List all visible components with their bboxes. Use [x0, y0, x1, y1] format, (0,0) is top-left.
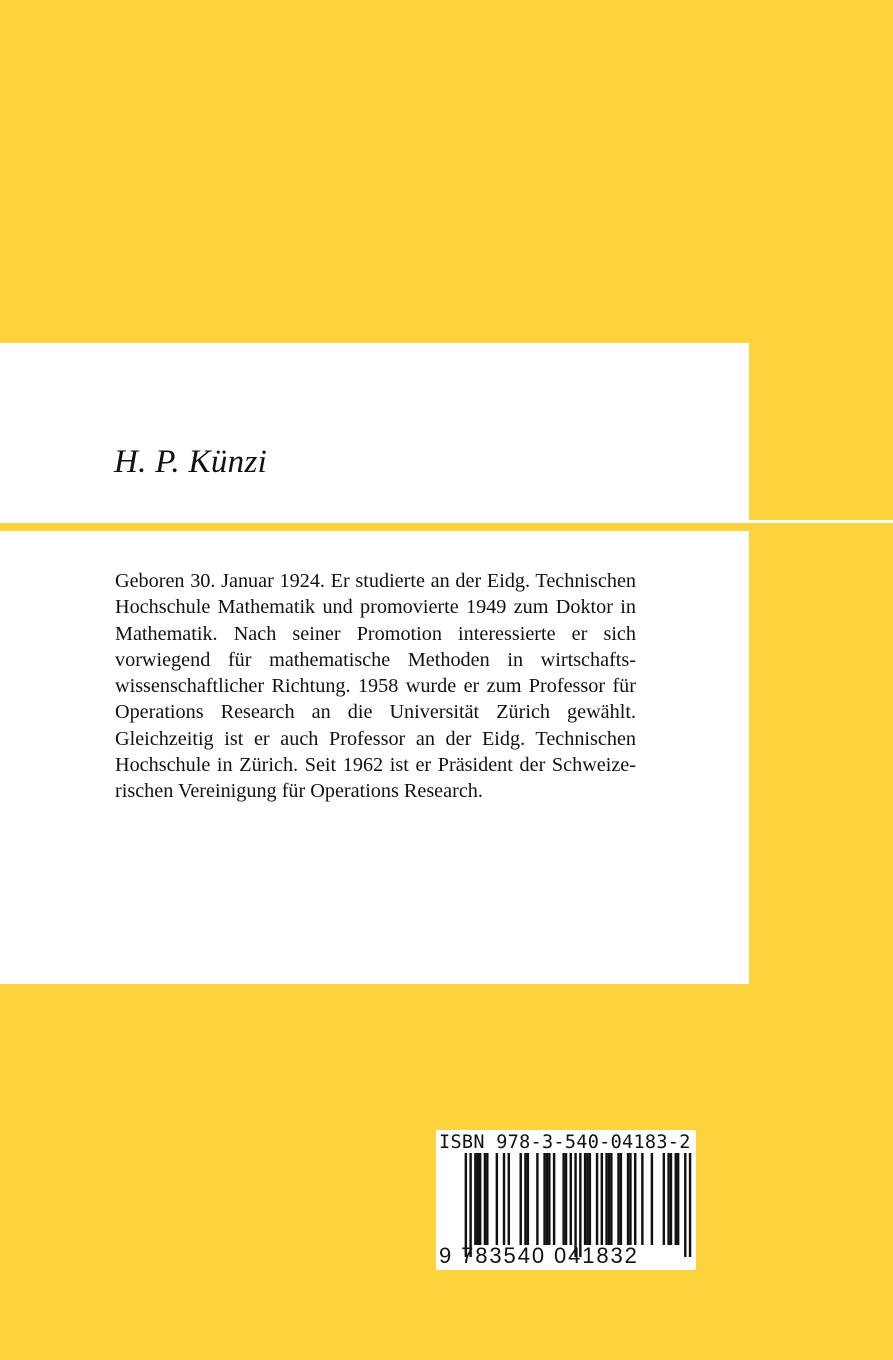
barcode-bar	[651, 1153, 653, 1245]
barcode-bar	[684, 1153, 686, 1257]
barcode-bar	[629, 1153, 631, 1245]
yellow-stripe	[0, 523, 893, 531]
barcode-bar	[527, 1153, 529, 1245]
barcode-bar	[469, 1153, 471, 1257]
barcode-bar	[503, 1153, 505, 1245]
author-biography: Geboren 30. Januar 1924. Er studierte an der Eidg. Technischen Hochschule Mathematik und promovierte 1949 zum Doktor in Mathematik. Nach seiner Promotion interessierte er sich vorwiegend für mathematische Methoden in wirtschaftswissenschaftlicher Richtung. 1958 wurde er zum Professor für Operations Research an die Universität Zürich gewählt. Gleichzeitig ist er auch Professor an der Eidg. Technischen Hochschule in Zürich. Seit 1962 ist er Präsident der Schweizerischen Vereinigung für Operations Research.	[115, 570, 636, 803]
barcode-bar	[584, 1153, 586, 1245]
barcode-bar	[579, 1153, 581, 1257]
barcode-bar	[589, 1153, 591, 1245]
barcode-bar	[519, 1153, 521, 1245]
barcode-bar	[486, 1153, 488, 1245]
barcode-bar	[663, 1153, 665, 1245]
barcode-bar	[484, 1153, 486, 1245]
barcode-bar	[627, 1153, 629, 1245]
barcode-bar	[596, 1153, 598, 1245]
barcode-bar	[608, 1153, 610, 1245]
barcode-box	[436, 1130, 696, 1270]
barcode-bar	[524, 1153, 526, 1245]
barcode-bar	[562, 1153, 564, 1245]
barcode-bar	[670, 1153, 672, 1245]
barcode-bar	[477, 1153, 479, 1245]
ean-digits: 9 783540 041832	[439, 1243, 639, 1268]
barcode-bar	[586, 1153, 588, 1245]
barcode-bar	[553, 1153, 555, 1245]
barcode-bar	[601, 1153, 603, 1245]
barcode-bar	[496, 1153, 498, 1245]
barcode-bar	[543, 1153, 545, 1245]
barcode-bar	[634, 1153, 636, 1245]
barcode-bar	[610, 1153, 612, 1245]
barcode-bar	[474, 1153, 476, 1245]
isbn-label: ISBN 978-3-540-04183-2	[439, 1132, 691, 1153]
barcode-bar	[574, 1153, 576, 1257]
barcode-bar	[675, 1153, 677, 1245]
barcode-bar	[617, 1153, 619, 1245]
barcode-bar	[605, 1153, 607, 1245]
barcode-bar	[508, 1153, 510, 1245]
barcode-bar	[465, 1153, 467, 1257]
barcode-bar	[570, 1153, 572, 1245]
barcode-bar	[641, 1153, 643, 1245]
barcode-bar	[689, 1153, 691, 1257]
barcode-bar	[479, 1153, 481, 1245]
barcode-bar	[565, 1153, 567, 1245]
barcode-bar	[548, 1153, 550, 1245]
barcode-bar	[667, 1153, 669, 1245]
barcode-bar	[546, 1153, 548, 1245]
author-name: H. P. Künzi	[114, 444, 268, 480]
barcode-bar	[620, 1153, 622, 1245]
barcode-bar	[536, 1153, 538, 1245]
barcode-bar	[677, 1153, 679, 1245]
